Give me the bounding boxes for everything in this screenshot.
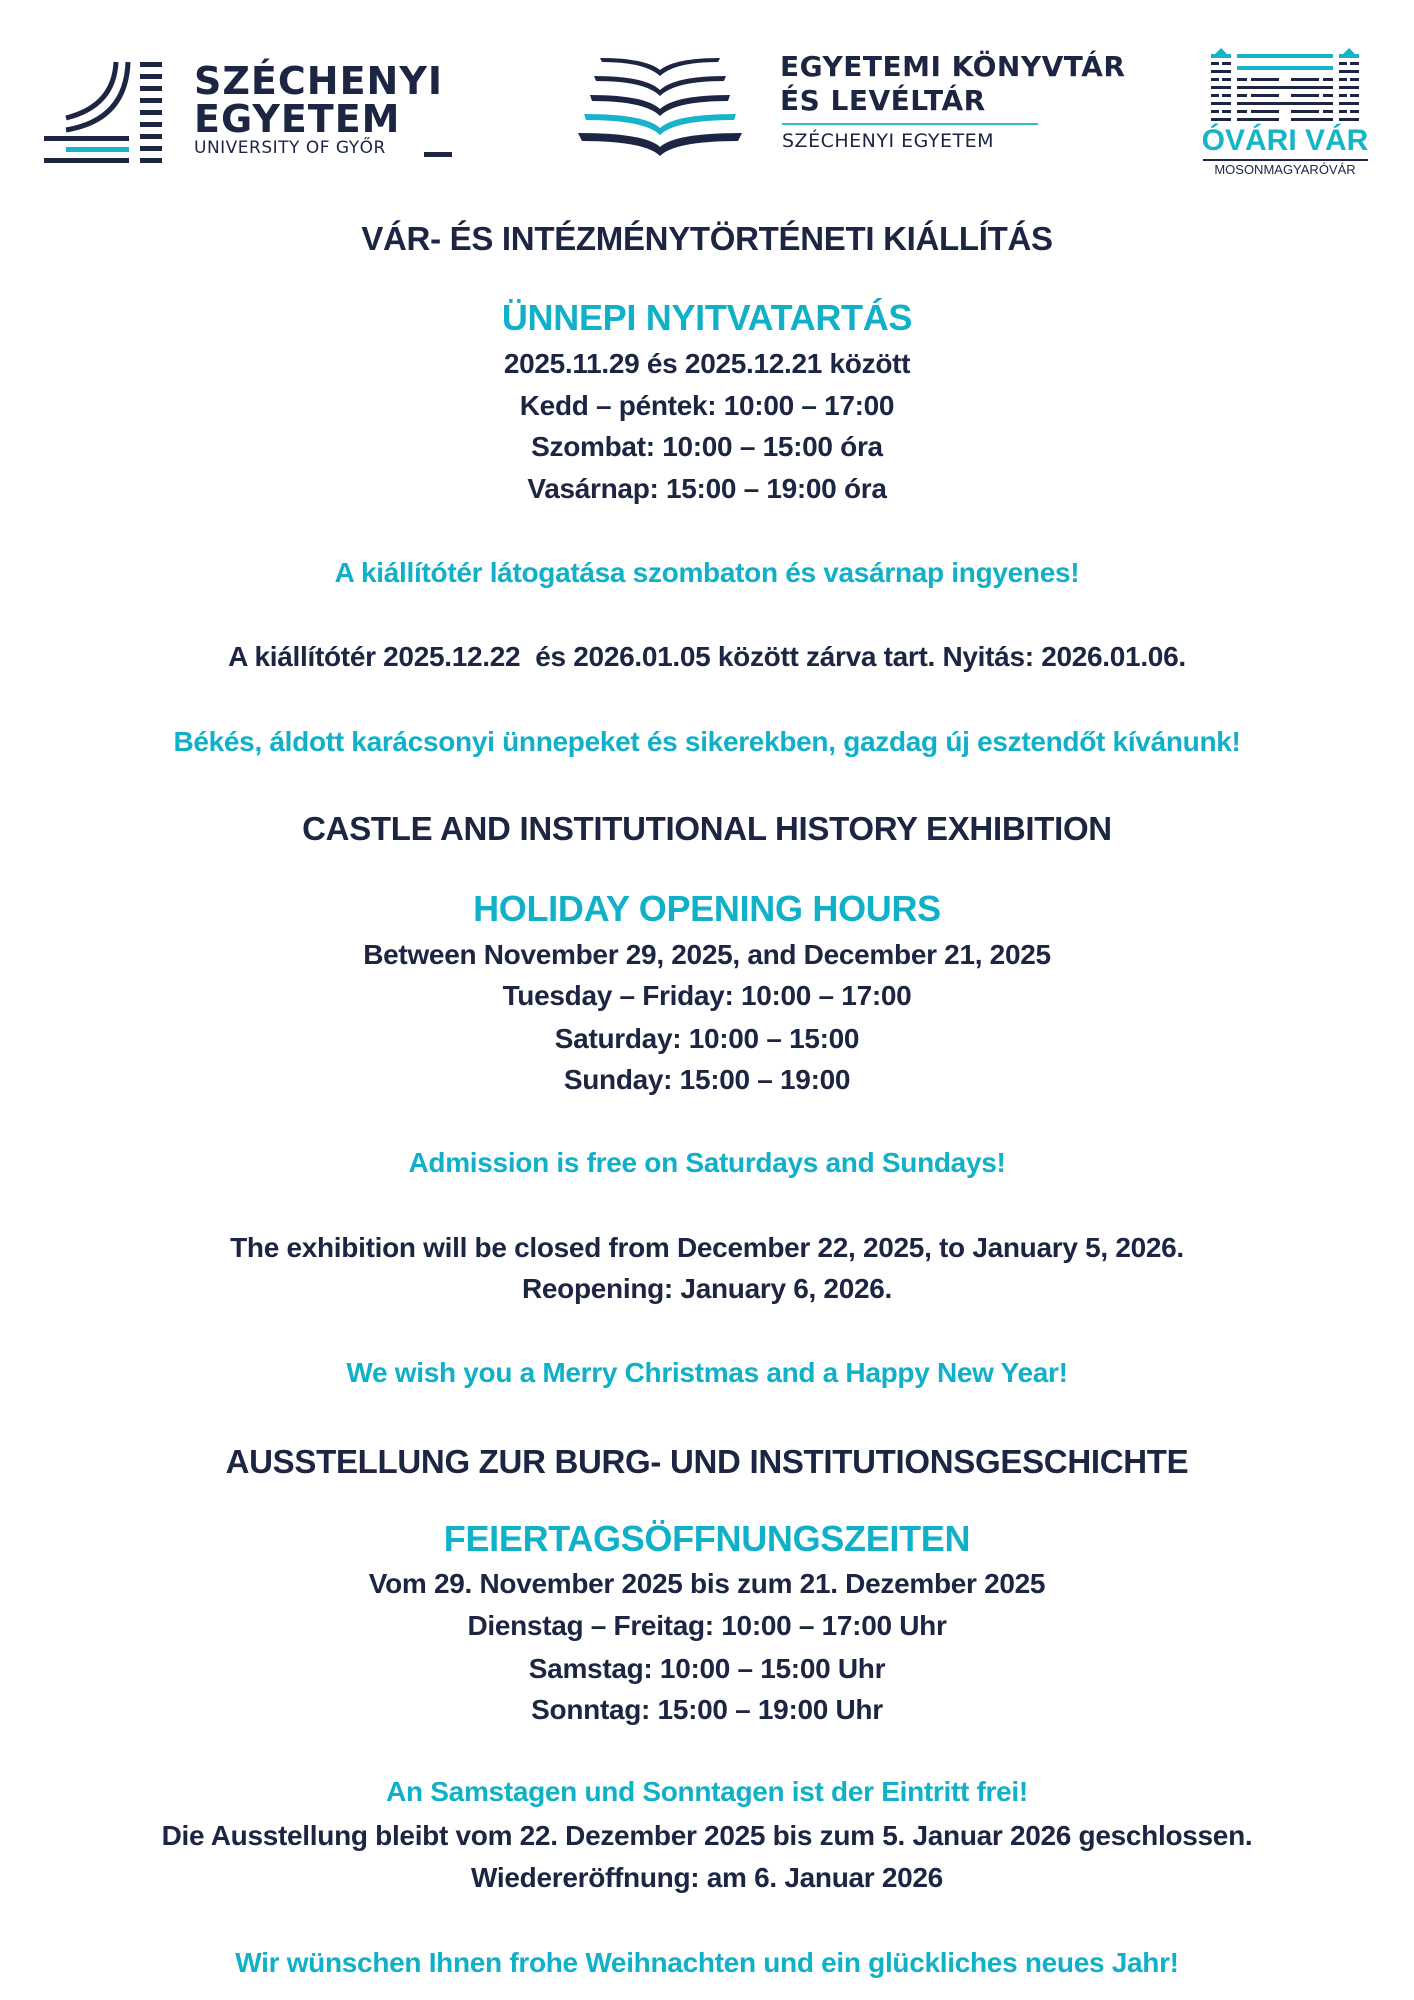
- hu-free-note: A kiállítótér látogatása szombaton és vasárnap ingyenes!: [334, 557, 1080, 588]
- szechenyi-mark-icon: [44, 58, 174, 163]
- en-hours-saturday: Saturday: 10:00 – 15:00: [554, 1023, 860, 1054]
- de-period: Vom 29. November 2025 bis zum 21. Dezember 2025: [368, 1568, 1046, 1599]
- en-hours-sunday: Sunday: 15:00 – 19:00: [563, 1064, 851, 1095]
- library-name-line1: EGYETEMI KÖNYVTÁR: [780, 50, 1126, 83]
- logo-subtitle: UNIVERSITY OF GYŐR: [194, 138, 386, 158]
- hu-hours-saturday: Szombat: 10:00 – 15:00 óra: [531, 431, 883, 462]
- en-closed-note: The exhibition will be closed from December 22, 2025, to January 5, 2026.: [230, 1232, 1184, 1263]
- en-hours-weekday: Tuesday – Friday: 10:00 – 17:00: [502, 980, 912, 1011]
- de-closed-note: Die Ausstellung bleibt vom 22. Dezember 2025 bis zum 5. Januar 2026 geschlossen.: [161, 1820, 1253, 1851]
- en-title: CASTLE AND INSTITUTIONAL HISTORY EXHIBITION: [302, 810, 1112, 847]
- hu-subtitle: ÜNNEPI NYITVATARTÁS: [501, 297, 913, 338]
- de-title: AUSSTELLUNG ZUR BURG- UND INSTITUTIONSGESCHICHTE: [225, 1443, 1189, 1480]
- library-logo: [570, 48, 1150, 158]
- hu-hours-sunday: Vasárnap: 15:00 – 19:00 óra: [527, 473, 887, 504]
- de-subtitle: FEIERTAGSÖFFNUNGSZEITEN: [443, 1518, 971, 1559]
- hu-closed-note: A kiállítótér 2025.12.22 és 2026.01.05 között zárva tart. Nyitás: 2026.01.06.: [228, 641, 1186, 672]
- szechenyi-university-logo: [44, 58, 454, 163]
- en-period: Between November 29, 2025, and December 21, 2025: [363, 939, 1051, 970]
- hu-period: 2025.11.29 és 2025.12.21 között: [503, 348, 911, 379]
- de-hours-weekday: Dienstag – Freitag: 10:00 – 17:00 Uhr: [467, 1610, 947, 1641]
- logo-name-line1: SZÉCHENYI: [194, 59, 443, 103]
- ovari-var-subtitle: MOSONMAGYARÓVÁR: [1214, 162, 1356, 177]
- en-reopening: Reopening: January 6, 2026.: [521, 1273, 893, 1304]
- de-hours-saturday: Samstag: 10:00 – 15:00 Uhr: [528, 1653, 886, 1684]
- de-greeting: Wir wünschen Ihnen frohe Weihnachten und ein glückliches neues Jahr!: [235, 1947, 1179, 1978]
- en-subtitle: HOLIDAY OPENING HOURS: [473, 888, 941, 929]
- castle-icon: [1195, 44, 1375, 124]
- en-free-note: Admission is free on Saturdays and Sundays!: [408, 1147, 1006, 1178]
- library-name-line2: ÉS LEVÉLTÁR: [780, 84, 986, 117]
- open-book-icon: [570, 48, 750, 158]
- ovari-var-divider: [1203, 159, 1368, 161]
- de-free-note: An Samstagen und Sonntagen ist der Eintritt frei!: [386, 1776, 1028, 1807]
- logo-name-line2: EGYETEM: [194, 97, 401, 141]
- de-reopening: Wiedereröffnung: am 6. Januar 2026: [471, 1862, 943, 1893]
- de-hours-sunday: Sonntag: 15:00 – 19:00 Uhr: [531, 1694, 883, 1725]
- hu-greeting: Békés, áldott karácsonyi ünnepeket és sikerekben, gazdag új esztendőt kívánunk!: [173, 726, 1241, 757]
- en-greeting: We wish you a Merry Christmas and a Happy New Year!: [346, 1357, 1068, 1388]
- logo-dash: [424, 152, 452, 157]
- library-divider: [782, 123, 1038, 125]
- ovari-var-logo: [1195, 44, 1375, 179]
- ovari-var-name: ÓVÁRI VÁR: [1201, 124, 1369, 157]
- hu-title: VÁR- ÉS INTÉZMÉNYTÖRTÉNETI KIÁLLÍTÁS: [361, 220, 1053, 257]
- hu-hours-weekday: Kedd – péntek: 10:00 – 17:00: [519, 390, 895, 421]
- library-subtitle: SZÉCHENYI EGYETEM: [782, 130, 994, 152]
